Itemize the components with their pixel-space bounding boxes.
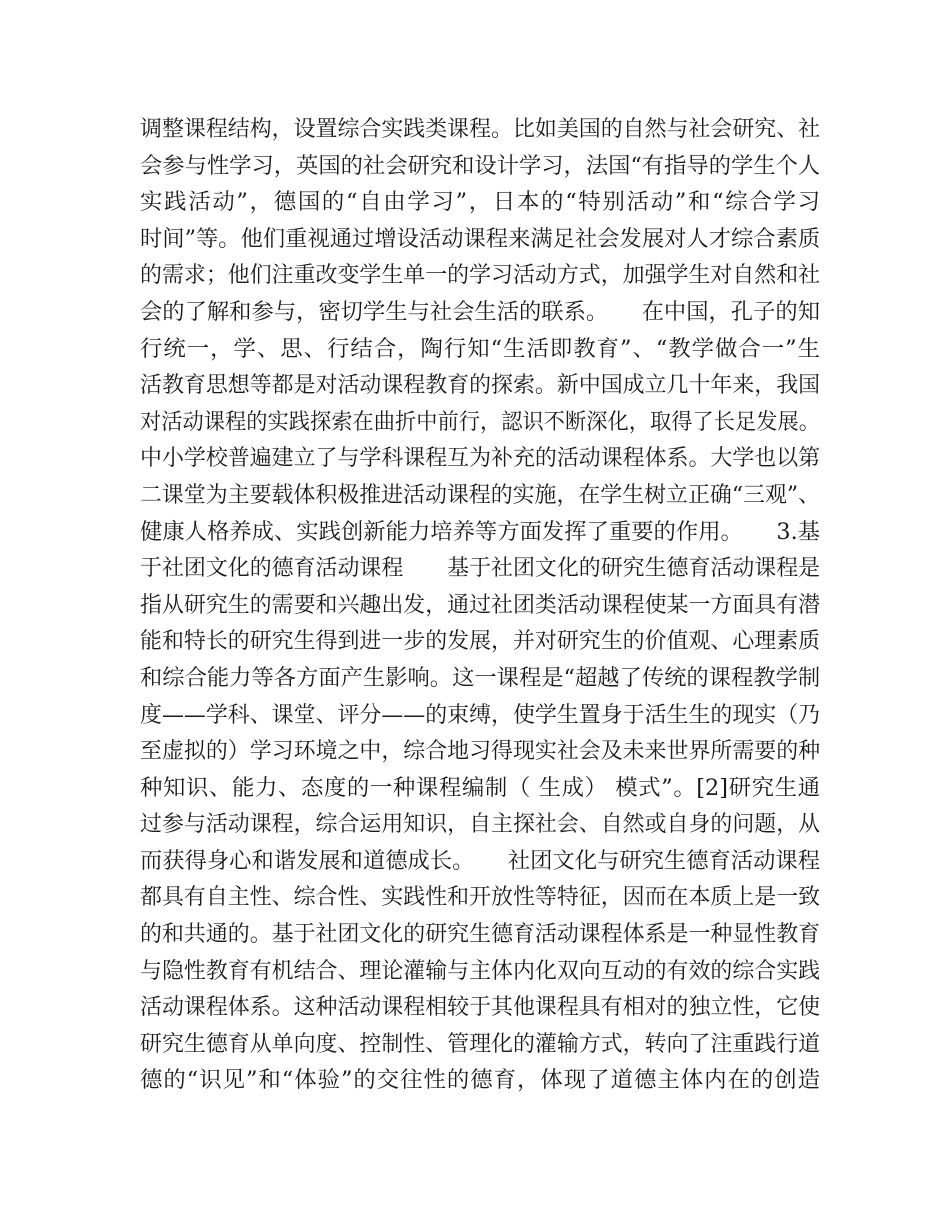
text-line-22: 都具有自主性、综合性、实践性和开放性等特征，因而在本质上是一致 (140, 884, 821, 911)
text-line-12: 健康人格养成、实践创新能力培养等方面发挥了重要的作用。 3.基 (140, 518, 820, 545)
text-line-6: 会的了解和参与，密切学生与社会生活的联系。 在中国，孔子的知 (140, 298, 820, 325)
body-text (140, 111, 820, 1099)
text-line-14: 指从研究生的需要和兴趣出发，通过社团类活动课程使某一方面具有潜 (140, 591, 821, 618)
text-line-9: 对活动课程的实践探索在曲折中前行，認识不断深化，取得了长足发展。 (140, 408, 820, 435)
text-line-15: 能和特长的研究生得到进一步的发展，并对研究生的价值观、心理素质 (140, 628, 821, 655)
text-line-13: 于社团文化的德育活动课程 基于社团文化的研究生德育活动课程是 (140, 555, 821, 582)
text-line-17: 度——学科、课堂、评分——的束缚，使学生置身于活生生的现实（乃 (140, 701, 821, 728)
text-line-11: 二课堂为主要载体积极推进活动课程的实施，在学生树立正确“三观”、 (140, 481, 820, 508)
text-line-3: 实践活动”，德国的“自由学习”，日本的“特别活动”和“综合学习 (140, 189, 820, 216)
text-line-16: 和综合能力等各方面产生影响。这一课程是“超越了传统的课程教学制 (140, 664, 821, 691)
text-line-24: 与隐性教育有机结合、理论灌输与主体内化双向互动的有效的综合实践 (140, 957, 821, 984)
text-line-7: 行统一，学、思、行结合，陶行知“生活即教育”、“教学做合一”生 (140, 335, 820, 362)
text-line-4: 时间”等。他们重视通过增设活动课程来满足社会发展对人才综合素质 (140, 225, 821, 252)
text-line-5: 的需求；他们注重改变学生单一的学习活动方式，加强学生对自然和社 (140, 262, 821, 289)
text-line-10: 中小学校普遍建立了与学科课程互为补充的活动课程体系。大学也以第 (140, 445, 821, 472)
text-line-23: 的和共通的。基于社团文化的研究生德育活动课程体系是一种显性教育 (140, 921, 821, 948)
text-line-26: 研究生德育从单向度、控制性、管理化的灌输方式，转向了注重践行道 (140, 1030, 821, 1057)
text-line-27: 德的“识见”和“体验”的交往性的德育，体现了道德主体内在的创造 (140, 1067, 820, 1094)
text-line-1: 调整课程结构，设置综合实践类课程。比如美国的自然与社会研究、社 (140, 116, 821, 142)
text-line-2: 会参与性学习，英国的社会研究和设计学习，法国“有指导的学生个人 (140, 152, 821, 179)
text-line-8: 活教育思想等都是对活动课程教育的探索。新中国成立几十年来，我国 (140, 372, 821, 399)
text-line-21: 而获得身心和谐发展和道德成长。 社团文化与研究生德育活动课程 (140, 847, 820, 874)
text-line-18: 至虚拟的）学习环境之中，综合地习得现实社会及未来世界所需要的种 (140, 738, 821, 765)
text-line-25: 活动课程体系。这种活动课程相较于其他课程具有相对的独立性，它使 (140, 994, 821, 1021)
text-line-20: 过参与活动课程，综合运用知识，自主探社会、自然或自身的问题，从 (140, 811, 821, 838)
text-line-19: 种知识、能力、态度的一种课程编制（ 生成） 模式”。[2]研究生通 (140, 774, 820, 801)
